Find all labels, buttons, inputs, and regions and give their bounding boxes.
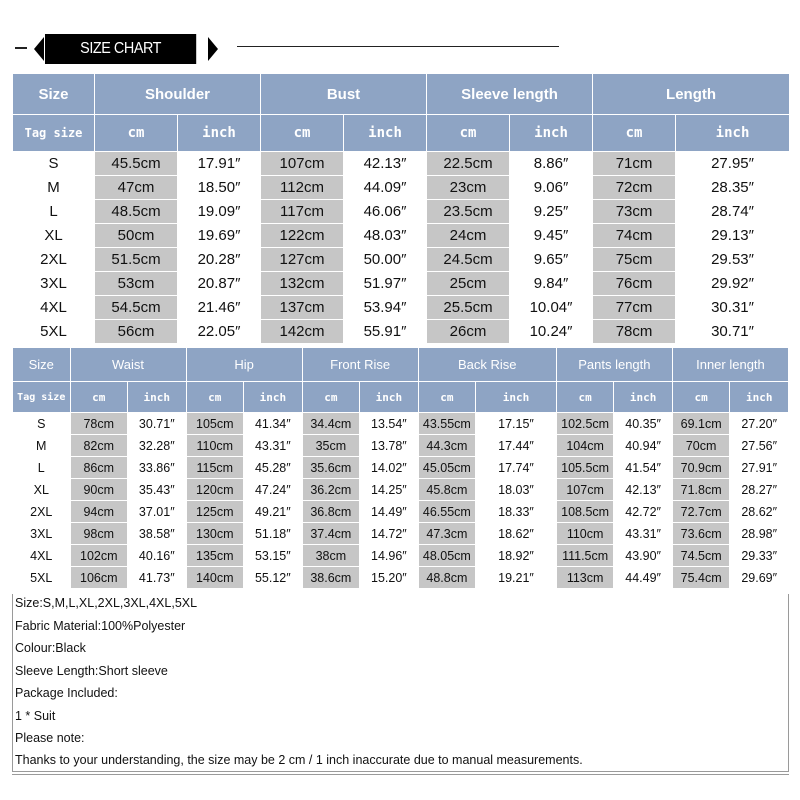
cm-value-cell: 25cm (427, 272, 510, 296)
inch-value-cell: 30.71″ (128, 413, 187, 435)
cm-value-cell: 107cm (556, 479, 614, 501)
tag-size-header: Tag size (13, 115, 95, 152)
inch-value-cell: 40.35″ (614, 413, 673, 435)
header-rule (237, 46, 559, 47)
cm-value-cell: 48.5cm (95, 200, 178, 224)
cm-value-cell: 34.4cm (302, 413, 360, 435)
cm-value-cell: 25.5cm (427, 296, 510, 320)
inch-value-cell: 41.73″ (128, 567, 187, 589)
cm-value-cell: 78cm (70, 413, 128, 435)
info-package: Package Included: (15, 686, 118, 700)
inch-value-cell: 14.49″ (360, 501, 419, 523)
inch-value-cell: 17.15″ (476, 413, 557, 435)
cm-value-cell: 76cm (593, 272, 676, 296)
cm-value-cell: 72cm (593, 176, 676, 200)
cm-value-cell: 44.3cm (418, 435, 476, 457)
inch-value-cell: 43.31″ (244, 435, 303, 457)
cm-value-cell: 22.5cm (427, 152, 510, 176)
inch-value-cell: 20.28″ (178, 248, 261, 272)
inch-value-cell: 29.69″ (730, 567, 789, 589)
inch-value-cell: 42.13″ (344, 152, 427, 176)
unit-cm-header: cm (593, 115, 676, 152)
inch-value-cell: 10.24″ (510, 320, 593, 344)
size-cell: XL (13, 479, 71, 501)
table-row (13, 272, 790, 296)
inch-value-cell: 18.92″ (476, 545, 557, 567)
table-row (13, 479, 789, 501)
inch-value-cell: 35.43″ (128, 479, 187, 501)
unit-inch-header: inch (614, 382, 673, 413)
top-size-table (12, 73, 790, 344)
cm-value-cell: 71cm (593, 152, 676, 176)
cm-value-cell: 117cm (261, 200, 344, 224)
cm-value-cell: 26cm (427, 320, 510, 344)
info-colour: Colour:Black (15, 641, 86, 655)
inch-value-cell: 8.86″ (510, 152, 593, 176)
cm-value-cell: 125cm (186, 501, 244, 523)
info-bottom-rule (12, 774, 789, 775)
unit-cm-header: cm (556, 382, 614, 413)
inch-value-cell: 27.20″ (730, 413, 789, 435)
cm-value-cell: 24cm (427, 224, 510, 248)
inch-value-cell: 55.12″ (244, 567, 303, 589)
inch-value-cell: 14.72″ (360, 523, 419, 545)
unit-cm-header: cm (70, 382, 128, 413)
unit-cm-header: cm (186, 382, 244, 413)
cm-value-cell: 130cm (186, 523, 244, 545)
inch-value-cell: 9.06″ (510, 176, 593, 200)
cm-value-cell: 46.55cm (418, 501, 476, 523)
inch-value-cell: 17.44″ (476, 435, 557, 457)
front-rise-header: Front Rise (302, 348, 418, 382)
cm-value-cell: 72.7cm (672, 501, 730, 523)
inch-value-cell: 46.06″ (344, 200, 427, 224)
inch-value-cell: 28.74″ (676, 200, 790, 224)
table-row (13, 200, 790, 224)
inch-value-cell: 9.25″ (510, 200, 593, 224)
top-table-body (13, 152, 790, 344)
inch-value-cell: 40.16″ (128, 545, 187, 567)
inch-value-cell: 18.33″ (476, 501, 557, 523)
unit-inch-header: inch (244, 382, 303, 413)
inch-value-cell: 44.09″ (344, 176, 427, 200)
cm-value-cell: 70.9cm (672, 457, 730, 479)
inch-value-cell: 14.02″ (360, 457, 419, 479)
size-cell: 5XL (13, 320, 95, 344)
inch-value-cell: 21.46″ (178, 296, 261, 320)
size-cell: S (13, 413, 71, 435)
unit-cm-header: cm (302, 382, 360, 413)
cm-value-cell: 74cm (593, 224, 676, 248)
cm-value-cell: 48.05cm (418, 545, 476, 567)
size-chart-title: SIZE CHART (45, 34, 196, 64)
inch-value-cell: 17.74″ (476, 457, 557, 479)
inch-value-cell: 9.84″ (510, 272, 593, 296)
table-row (13, 435, 789, 457)
cm-value-cell: 105.5cm (556, 457, 614, 479)
table-row (13, 501, 789, 523)
cm-value-cell: 69.1cm (672, 413, 730, 435)
cm-value-cell: 110cm (186, 435, 244, 457)
inch-value-cell: 51.97″ (344, 272, 427, 296)
back-rise-header: Back Rise (418, 348, 556, 382)
inch-value-cell: 29.33″ (730, 545, 789, 567)
unit-cm-header: cm (427, 115, 510, 152)
inch-value-cell: 17.91″ (178, 152, 261, 176)
inch-value-cell: 14.96″ (360, 545, 419, 567)
pants-length-header: Pants length (556, 348, 672, 382)
cm-value-cell: 94cm (70, 501, 128, 523)
size-cell: 5XL (13, 567, 71, 589)
unit-inch-header: inch (730, 382, 789, 413)
info-suit-count: 1 * Suit (15, 709, 56, 723)
inch-value-cell: 19.21″ (476, 567, 557, 589)
inch-value-cell: 19.69″ (178, 224, 261, 248)
bottom-table-body (13, 413, 789, 589)
inch-value-cell: 9.45″ (510, 224, 593, 248)
bust-header: Bust (261, 74, 427, 115)
hip-header: Hip (186, 348, 302, 382)
inch-value-cell: 49.21″ (244, 501, 303, 523)
cm-value-cell: 74.5cm (672, 545, 730, 567)
cm-value-cell: 112cm (261, 176, 344, 200)
banner-left-arrow (34, 37, 44, 61)
info-fabric: Fabric Material:100%Polyester (15, 619, 186, 633)
size-cell: S (13, 152, 95, 176)
cm-value-cell: 56cm (95, 320, 178, 344)
cm-value-cell: 105cm (186, 413, 244, 435)
inch-value-cell: 10.04″ (510, 296, 593, 320)
cm-value-cell: 102cm (70, 545, 128, 567)
size-cell: 3XL (13, 272, 95, 296)
cm-value-cell: 122cm (261, 224, 344, 248)
cm-value-cell: 38cm (302, 545, 360, 567)
inch-value-cell: 42.72″ (614, 501, 673, 523)
inner-length-header: Inner length (672, 348, 788, 382)
info-size: Size:S,M,L,XL,2XL,3XL,4XL,5XL (15, 596, 198, 610)
inch-value-cell: 30.71″ (676, 320, 790, 344)
cm-value-cell: 71.8cm (672, 479, 730, 501)
cm-value-cell: 120cm (186, 479, 244, 501)
cm-value-cell: 53cm (95, 272, 178, 296)
inch-value-cell: 20.87″ (178, 272, 261, 296)
inch-value-cell: 29.53″ (676, 248, 790, 272)
inch-value-cell: 41.34″ (244, 413, 303, 435)
inch-value-cell: 37.01″ (128, 501, 187, 523)
product-info (12, 594, 789, 772)
cm-value-cell: 90cm (70, 479, 128, 501)
cm-value-cell: 98cm (70, 523, 128, 545)
unit-cm-header: cm (261, 115, 344, 152)
cm-value-cell: 127cm (261, 248, 344, 272)
cm-value-cell: 24.5cm (427, 248, 510, 272)
cm-value-cell: 47cm (95, 176, 178, 200)
inch-value-cell: 18.03″ (476, 479, 557, 501)
cm-value-cell: 45.5cm (95, 152, 178, 176)
table-row (13, 296, 790, 320)
unit-inch-header: inch (476, 382, 557, 413)
cm-value-cell: 86cm (70, 457, 128, 479)
inch-value-cell: 45.28″ (244, 457, 303, 479)
cm-value-cell: 47.3cm (418, 523, 476, 545)
unit-inch-header: inch (344, 115, 427, 152)
bottom-size-table (12, 347, 789, 589)
inch-value-cell: 27.95″ (676, 152, 790, 176)
size-cell: 4XL (13, 545, 71, 567)
inch-value-cell: 15.20″ (360, 567, 419, 589)
inch-value-cell: 38.58″ (128, 523, 187, 545)
size-cell: L (13, 200, 95, 224)
inch-value-cell: 27.91″ (730, 457, 789, 479)
size-chart-header (0, 0, 800, 70)
table-row (13, 248, 790, 272)
size-cell: 2XL (13, 248, 95, 272)
cm-value-cell: 75cm (593, 248, 676, 272)
cm-value-cell: 110cm (556, 523, 614, 545)
table-row (13, 320, 790, 344)
shoulder-header: Shoulder (95, 74, 261, 115)
cm-value-cell: 51.5cm (95, 248, 178, 272)
unit-cm-header: cm (418, 382, 476, 413)
cm-value-cell: 43.55cm (418, 413, 476, 435)
cm-value-cell: 113cm (556, 567, 614, 589)
cm-value-cell: 45.05cm (418, 457, 476, 479)
inch-value-cell: 14.25″ (360, 479, 419, 501)
waist-header: Waist (70, 348, 186, 382)
cm-value-cell: 36.2cm (302, 479, 360, 501)
info-sleeve: Sleeve Length:Short sleeve (15, 664, 168, 678)
inch-value-cell: 28.98″ (730, 523, 789, 545)
cm-value-cell: 108.5cm (556, 501, 614, 523)
table-row (13, 545, 789, 567)
cm-value-cell: 77cm (593, 296, 676, 320)
table-row (13, 413, 789, 435)
inch-value-cell: 41.54″ (614, 457, 673, 479)
inch-value-cell: 48.03″ (344, 224, 427, 248)
table-row (13, 152, 790, 176)
inch-value-cell: 33.86″ (128, 457, 187, 479)
inch-value-cell: 51.18″ (244, 523, 303, 545)
size-cell: 4XL (13, 296, 95, 320)
cm-value-cell: 36.8cm (302, 501, 360, 523)
inch-value-cell: 18.50″ (178, 176, 261, 200)
cm-value-cell: 115cm (186, 457, 244, 479)
cm-value-cell: 107cm (261, 152, 344, 176)
inch-value-cell: 13.54″ (360, 413, 419, 435)
size-header: Size (13, 348, 71, 382)
unit-inch-header: inch (510, 115, 593, 152)
inch-value-cell: 44.49″ (614, 567, 673, 589)
cm-value-cell: 137cm (261, 296, 344, 320)
inch-value-cell: 13.78″ (360, 435, 419, 457)
cm-value-cell: 73cm (593, 200, 676, 224)
cm-value-cell: 142cm (261, 320, 344, 344)
unit-inch-header: inch (676, 115, 790, 152)
size-cell: 3XL (13, 523, 71, 545)
table-row (13, 457, 789, 479)
size-cell: L (13, 457, 71, 479)
cm-value-cell: 82cm (70, 435, 128, 457)
cm-value-cell: 75.4cm (672, 567, 730, 589)
size-cell: M (13, 176, 95, 200)
inch-value-cell: 29.92″ (676, 272, 790, 296)
table-row (13, 224, 790, 248)
inch-value-cell: 50.00″ (344, 248, 427, 272)
unit-inch-header: inch (178, 115, 261, 152)
header-dash (15, 47, 27, 49)
length-header: Length (593, 74, 790, 115)
info-note-text: Thanks to your understanding, the size may be 2 cm / 1 inch inaccurate due to manual measurements. (15, 753, 583, 767)
inch-value-cell: 28.35″ (676, 176, 790, 200)
cm-value-cell: 73.6cm (672, 523, 730, 545)
size-cell: XL (13, 224, 95, 248)
inch-value-cell: 32.28″ (128, 435, 187, 457)
inch-value-cell: 28.62″ (730, 501, 789, 523)
banner-right-arrow (208, 37, 218, 61)
cm-value-cell: 135cm (186, 545, 244, 567)
cm-value-cell: 111.5cm (556, 545, 614, 567)
cm-value-cell: 104cm (556, 435, 614, 457)
cm-value-cell: 38.6cm (302, 567, 360, 589)
inch-value-cell: 28.27″ (730, 479, 789, 501)
inch-value-cell: 19.09″ (178, 200, 261, 224)
size-cell: 2XL (13, 501, 71, 523)
cm-value-cell: 70cm (672, 435, 730, 457)
unit-cm-header: cm (95, 115, 178, 152)
cm-value-cell: 23cm (427, 176, 510, 200)
inch-value-cell: 53.15″ (244, 545, 303, 567)
cm-value-cell: 23.5cm (427, 200, 510, 224)
table-row (13, 523, 789, 545)
cm-value-cell: 50cm (95, 224, 178, 248)
size-cell: M (13, 435, 71, 457)
table-row (13, 567, 789, 589)
cm-value-cell: 132cm (261, 272, 344, 296)
unit-inch-header: inch (360, 382, 419, 413)
info-note-title: Please note: (15, 731, 85, 745)
cm-value-cell: 37.4cm (302, 523, 360, 545)
cm-value-cell: 48.8cm (418, 567, 476, 589)
size-header: Size (13, 74, 95, 115)
cm-value-cell: 140cm (186, 567, 244, 589)
cm-value-cell: 45.8cm (418, 479, 476, 501)
sleeve-length-header: Sleeve length (427, 74, 593, 115)
cm-value-cell: 54.5cm (95, 296, 178, 320)
cm-value-cell: 106cm (70, 567, 128, 589)
table-row (13, 176, 790, 200)
inch-value-cell: 30.31″ (676, 296, 790, 320)
inch-value-cell: 43.90″ (614, 545, 673, 567)
inch-value-cell: 29.13″ (676, 224, 790, 248)
cm-value-cell: 102.5cm (556, 413, 614, 435)
inch-value-cell: 55.91″ (344, 320, 427, 344)
inch-value-cell: 42.13″ (614, 479, 673, 501)
cm-value-cell: 35cm (302, 435, 360, 457)
tag-size-header: Tag size (13, 382, 71, 413)
cm-value-cell: 35.6cm (302, 457, 360, 479)
inch-value-cell: 43.31″ (614, 523, 673, 545)
cm-value-cell: 78cm (593, 320, 676, 344)
inch-value-cell: 27.56″ (730, 435, 789, 457)
unit-cm-header: cm (672, 382, 730, 413)
unit-inch-header: inch (128, 382, 187, 413)
inch-value-cell: 47.24″ (244, 479, 303, 501)
inch-value-cell: 9.65″ (510, 248, 593, 272)
inch-value-cell: 22.05″ (178, 320, 261, 344)
inch-value-cell: 40.94″ (614, 435, 673, 457)
inch-value-cell: 53.94″ (344, 296, 427, 320)
inch-value-cell: 18.62″ (476, 523, 557, 545)
